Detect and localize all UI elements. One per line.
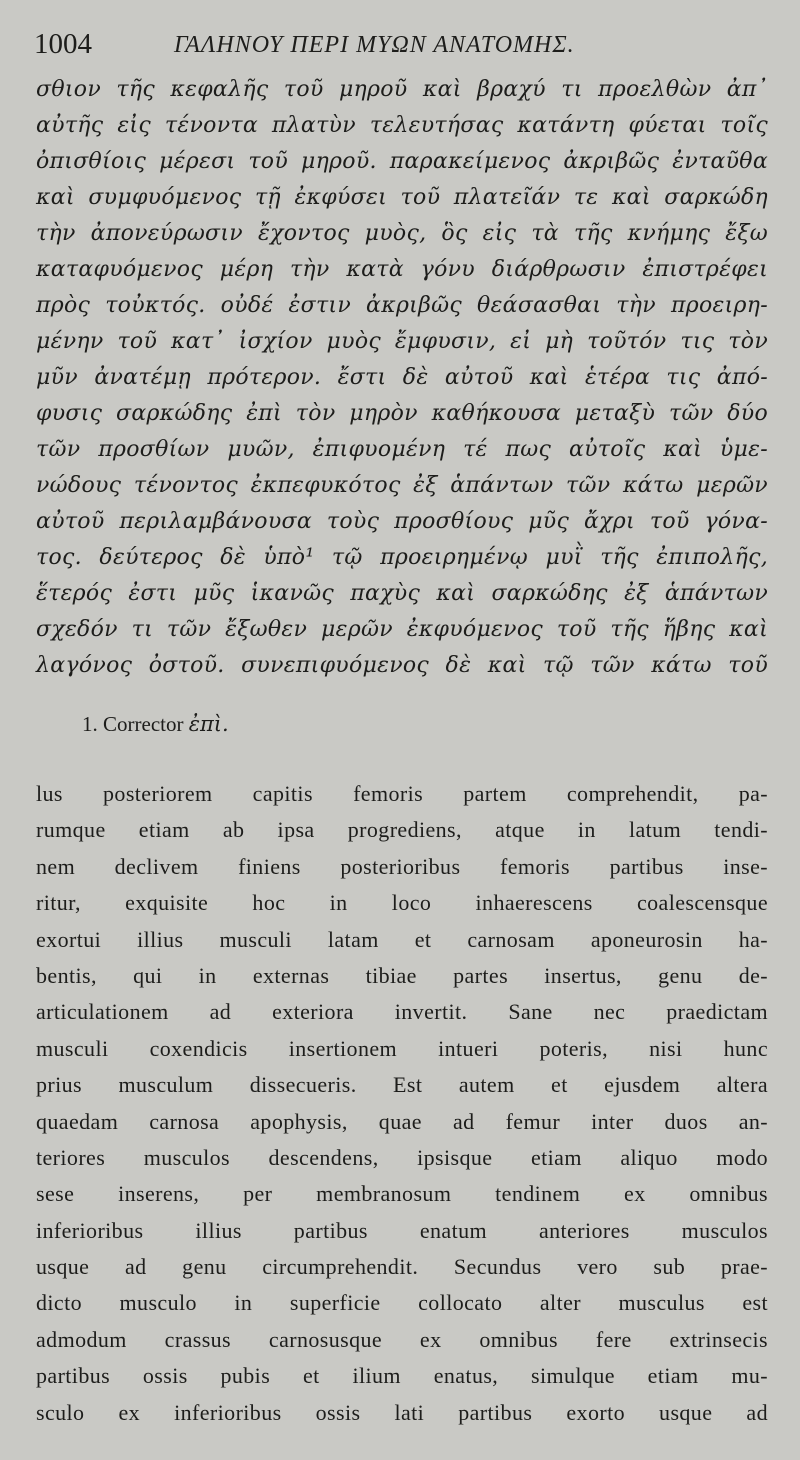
footnote-text: Corrector: [103, 712, 184, 736]
latin-line: admodum crassus carnosusque ex omnibus fere extrinsecis: [36, 1326, 768, 1352]
greek-line: νώδους τένοντος ἐκπεφυκότος ἐξ ἁπάντων τῶν κάτω μερῶν: [36, 473, 768, 498]
latin-line: prius musculum dissecueris. Est autem et ejusdem altera: [36, 1072, 768, 1098]
greek-line: αὐτοῦ περιλαμβάνουσα τοὺς προσθίους μῦς ἄχρι τοῦ γόνα-: [36, 509, 768, 534]
latin-line: rumque etiam ab ipsa progrediens, atque in latum tendi-: [36, 817, 768, 843]
greek-line: μένην τοῦ κατ᾽ ἰσχίον μυὸς ἔμφυσιν, εἰ μὴ τοῦτόν τις τὸν: [36, 329, 768, 354]
greek-line: πρὸς τοὐκτός. οὐδέ ἐστιν ἀκριβῶς θεάσασθαι τὴν προειρη-: [36, 293, 768, 318]
greek-text-block: [36, 72, 768, 684]
greek-line: σχεδόν τι τῶν ἔξωθεν μερῶν ἐκφυόμενος τοῦ τῆς ἥβης καὶ: [36, 617, 768, 642]
greek-line: καταφυόμενος μέρη τὴν κατὰ γόνυ διάρθρωσιν ἐπιστρέφει: [36, 257, 768, 282]
latin-line: bentis, qui in externas tibiae partes insertus, genu de-: [36, 962, 768, 988]
greek-line: τὴν ἀπονεύρωσιν ἔχοντος μυὸς, ὃς εἰς τὰ τῆς κνήμης ἔξω: [36, 221, 768, 246]
footnote-greek-word: ἐπὶ.: [188, 712, 229, 736]
latin-line: sculo ex inferioribus ossis lati partibus exorto usque ad: [36, 1399, 768, 1425]
latin-line: musculi coxendicis insertionem intueri poteris, nisi hunc: [36, 1035, 768, 1061]
latin-line: teriores musculos descendens, ipsisque etiam aliquo modo: [36, 1144, 768, 1170]
greek-line: μῦν ἀνατέμῃ πρότερον. ἔστι δὲ αὐτοῦ καὶ ἑτέρα τις ἀπό-: [36, 365, 768, 390]
greek-line: τος. δεύτερος δὲ ὑπὸ¹ τῷ προειρημένῳ μυῒ τῆς ἐπιπολῆς,: [36, 545, 768, 570]
greek-line: ὀπισθίοις μέρεσι τοῦ μηροῦ. παρακείμενος ἀκριβῶς ἐνταῦθα: [36, 149, 768, 174]
latin-line: usque ad genu circumprehendit. Secundus vero sub prae-: [36, 1254, 768, 1280]
greek-line: αὐτῆς εἰς τένοντα πλατὺν τελευτήσας κατάντη φύεται τοῖς: [36, 113, 768, 138]
greek-line: λαγόνος ὀστοῦ. συνεπιφυόμενος δὲ καὶ τῷ τῶν κάτω τοῦ: [36, 653, 768, 678]
latin-line: quaedam carnosa apophysis, quae ad femur inter duos an-: [36, 1108, 768, 1134]
greek-line: τῶν προσθίων μυῶν, ἐπιφυομένη τέ πως αὐτοῖς καὶ ὑμε-: [36, 437, 768, 462]
greek-line: ἕτερός ἐστι μῦς ἱκανῶς παχὺς καὶ σαρκώδης ἐξ ἁπάντων: [36, 581, 768, 606]
latin-line: nem declivem finiens posterioribus femoris partibus inse-: [36, 853, 768, 879]
page-number: 1004: [34, 28, 92, 60]
footnote: [82, 712, 229, 737]
greek-line: καὶ συμφυόμενος τῇ ἐκφύσει τοῦ πλατεῖάν τε καὶ σαρκώδη: [36, 185, 768, 210]
latin-line: exortui illius musculi latam et carnosam aponeurosin ha-: [36, 926, 768, 952]
page-header: [34, 24, 760, 68]
latin-line: lus posteriorem capitis femoris partem comprehendit, pa-: [36, 781, 768, 806]
latin-line: partibus ossis pubis et ilium enatus, simulque etiam mu-: [36, 1363, 768, 1389]
footnote-marker: 1.: [82, 712, 98, 736]
latin-line: articulationem ad exteriora invertit. Sane nec praedictam: [36, 999, 768, 1025]
latin-text-block: [36, 776, 768, 1431]
latin-line: sese inserens, per membranosum tendinem ex omnibus: [36, 1181, 768, 1207]
greek-line: φυσις σαρκώδης ἐπὶ τὸν μηρὸν καθήκουσα μεταξὺ τῶν δύο: [36, 401, 768, 426]
running-title: ΓΑΛΗΝΟΥ ΠΕΡΙ ΜΥΩΝ ΑΝΑΤΟΜΗΣ.: [174, 32, 575, 58]
latin-line: ritur, exquisite hoc in loco inhaerescens coalescensque: [36, 890, 768, 916]
greek-line: σθιον τῆς κεφαλῆς τοῦ μηροῦ καὶ βραχύ τι προελθὼν ἀπ᾽: [36, 77, 768, 102]
latin-line: dicto musculo in superficie collocato alter musculus est: [36, 1290, 768, 1316]
latin-line: inferioribus illius partibus enatum anteriores musculos: [36, 1217, 768, 1243]
